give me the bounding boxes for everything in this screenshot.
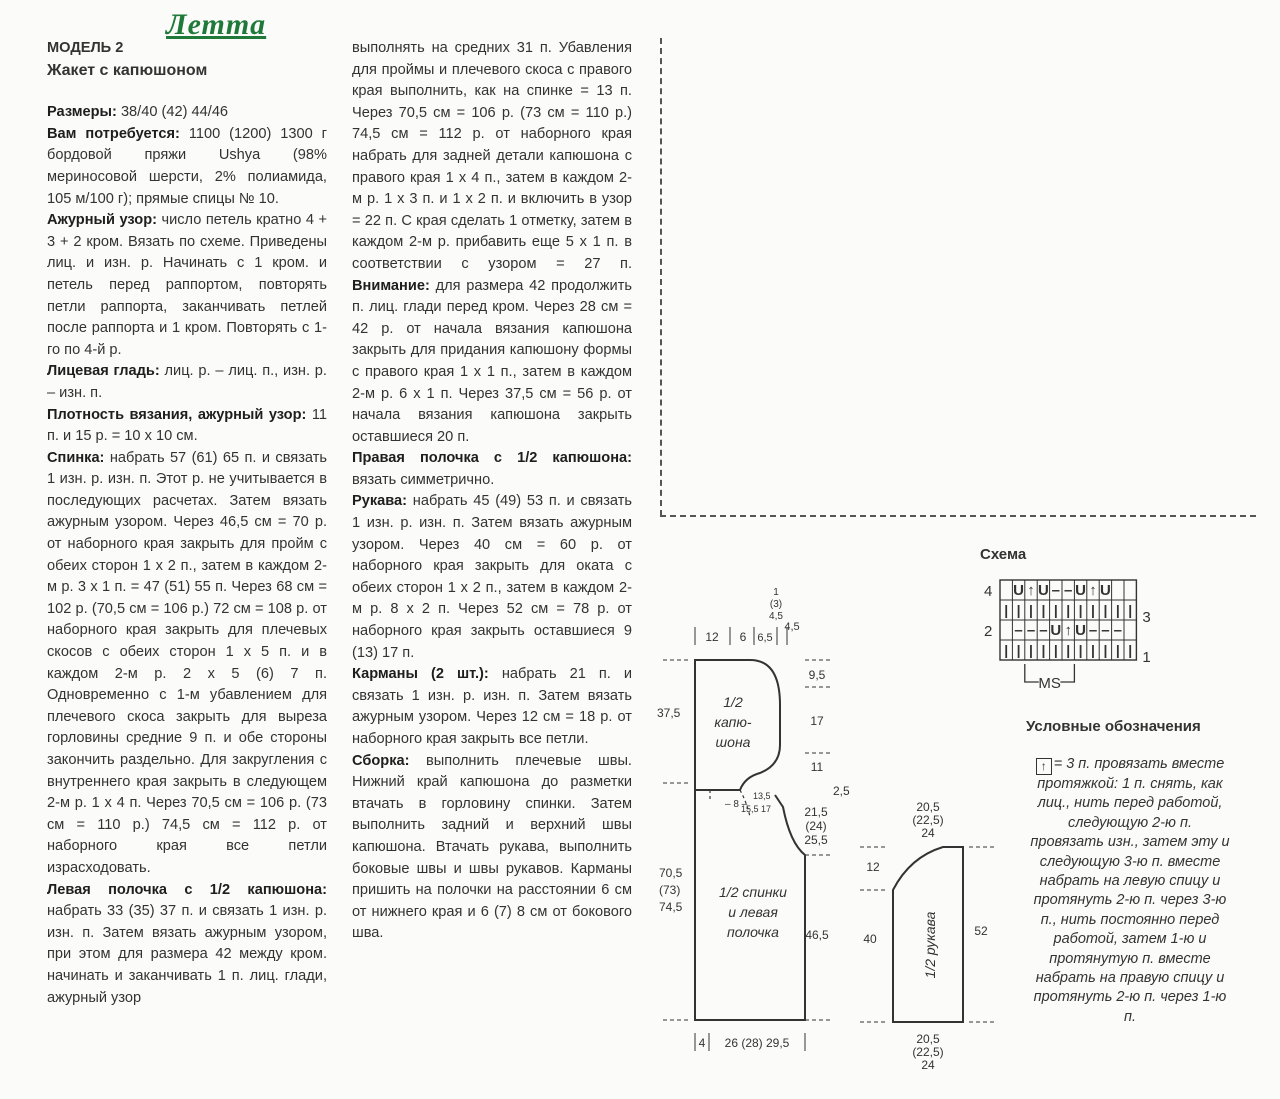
- dim-label: 20,5: [916, 1032, 940, 1046]
- chart-symbol: |: [1091, 642, 1095, 658]
- column-2-paragraph-label: Карманы (2 шт.):: [352, 666, 489, 683]
- chart-symbol: U: [1037, 582, 1049, 599]
- chart-symbol: |: [1128, 602, 1133, 618]
- chart-symbol: U: [1075, 582, 1087, 599]
- legend-description: = 3 п. провязать вместе протяжкой: 1 п. снять, как лиц., нить перед работой, следующую 2-ю п. провязать изн., затем эту и следующую 3-ю п. вместе набрать на левую спицу и протянуть 2-ю п. через 3-ю п., нить постоянно перед работой, затем 1-ю и протянутую п. вместе набрать на правую спицу и протянуть 2-ю п. через 1-ю п.: [1030, 756, 1230, 1025]
- chart-symbol: U: [1075, 622, 1087, 639]
- chart-symbol: ↑: [1089, 582, 1097, 599]
- scheme-title: Схема: [980, 546, 1027, 563]
- chart-symbol: –: [1039, 622, 1048, 639]
- hood-label: шона: [715, 734, 751, 750]
- column-1-paragraph-label: Плотность вязания, ажурный узор:: [47, 406, 307, 423]
- row-number: 4: [984, 583, 993, 600]
- divider-horizontal: [660, 515, 1256, 517]
- column-2-paragraph-text: набрать 45 (49) 53 п. и связать 1 изн. р. изн. п. Затем вязать ажурным узором. Через 40 см = 60 р. от наборного края закрыть для оката с обеих сторон 1 х 2 п., затем в каждом 2-м р. 8 х 2 п. Через 52 см = 78 р. от наборного края закрыть оставшиеся 9 (13) 17 п.: [352, 493, 632, 661]
- front-pattern-diagram: [655, 585, 865, 1075]
- column-2-paragraph-label: Сборка:: [352, 752, 410, 769]
- dim-stack: (3): [769, 599, 783, 610]
- dim-label: 26 (28) 29,5: [724, 1036, 790, 1050]
- column-1-paragraph-text: набрать 33 (35) 37 п. и связать 1 изн. р. изн. п. Затем вязать ажурным узором, при этом для размера 42 между кром. начинать и заканчивать 1 п. лиц. глади, ажурный узор: [47, 903, 327, 1006]
- dim-label: 13,5: [753, 791, 771, 801]
- hood-label: капю-: [714, 714, 752, 730]
- chart-symbol: –: [1101, 622, 1110, 639]
- body-label: 1/2 спинки: [719, 884, 787, 900]
- chart-symbol: U: [1013, 582, 1025, 599]
- legend-title: Условные обозначения: [1026, 718, 1201, 735]
- column-1-paragraph-text: 11 п. и 15 р. = 10 х 10 см.: [47, 406, 327, 445]
- repeat-label: MS: [1038, 675, 1061, 692]
- column-1-paragraph: [47, 405, 327, 448]
- column-1-paragraph: [47, 880, 327, 1010]
- column-1-paragraph-text: 38/40 (42) 44/46: [116, 104, 229, 121]
- column-1-paragraph-label: Ажурный узор:: [47, 212, 157, 229]
- dim-label: 20,5: [916, 800, 940, 814]
- column-2-paragraph: [352, 38, 632, 448]
- chart-symbol: |: [1103, 642, 1108, 658]
- column-2-paragraph-text: набрать 21 п. и связать 1 изн. р. изн. п. Затем вязать ажурным узором. Через 12 см = 18 р. от наборного края закрыть все петли.: [352, 666, 633, 747]
- text-column-1: [47, 38, 327, 1009]
- dim-label: 24: [921, 826, 935, 840]
- column-2-paragraph-text: вязать симметрично.: [352, 471, 495, 488]
- column-2-paragraph: [352, 664, 632, 750]
- chart-symbol: ↑: [1027, 582, 1035, 599]
- dim-stack: 4,5: [769, 611, 783, 622]
- dim-label: – 8 –: [725, 799, 748, 810]
- dim-label: 25,5: [804, 833, 828, 847]
- column-2-paragraph-text: для размера 42 продолжить п. лиц. глади перед кром. Через 28 см = 42 р. от начала вязания капюшона закрыть для придания капюшону формы с правого края 1 х 1 п., затем в каждом 2-м р. 6 х 1 п. Через 37,5 см = 56 р. от начала вязания капюшона закрыть оставшиеся 20 п.: [352, 277, 632, 445]
- column-2-body: [352, 38, 632, 945]
- dim-label: (24): [805, 819, 827, 833]
- column-2-paragraph-label: Рукава:: [352, 493, 408, 510]
- chart-symbol: |: [1066, 602, 1071, 618]
- chart-symbol: |: [1041, 602, 1046, 618]
- column-2-paragraph: [352, 448, 632, 491]
- column-2-paragraph: [352, 751, 632, 945]
- column-1-paragraph: [47, 448, 327, 880]
- logo: Летта: [166, 8, 267, 41]
- chart-symbol: |: [1041, 642, 1046, 658]
- column-1-paragraph-label: Спинка:: [47, 449, 105, 466]
- chart-symbol: ↑: [1064, 622, 1072, 639]
- chart-symbol: |: [1128, 642, 1133, 658]
- chart-symbol: |: [1004, 642, 1009, 658]
- chart-symbol: |: [1016, 642, 1021, 658]
- dim-label: 40: [863, 932, 877, 946]
- chart-symbol: |: [1115, 602, 1120, 618]
- chart-symbol: |: [1078, 602, 1083, 618]
- sleeve-pattern-diagram: [855, 795, 1015, 1075]
- dim-label: (22,5): [912, 1045, 944, 1059]
- chart-symbol: –: [1026, 622, 1036, 639]
- dim-label: 2,5: [833, 784, 850, 798]
- dim-label: 17: [810, 714, 824, 728]
- dim-label: 37,5: [657, 706, 681, 720]
- column-1-paragraph-text: лиц. р. – лиц. п., изн. р. – изн. п.: [47, 363, 327, 401]
- sleeve-label: 1/2 рукава: [922, 911, 938, 979]
- dim-label: 6,5: [757, 632, 773, 644]
- dim-label: 70,5: [659, 866, 683, 880]
- column-1-paragraph: [47, 102, 327, 124]
- column-1-paragraph-text: набрать 57 (61) 65 п. и связать 1 изн. р. изн. п. Этот р. не учитывается в последующих расчетах. Затем вязать ажурным узором. Через 46,5 см = 70 р. от наборного края закрыть для пройм с обеих сторон 1 х 2 п., затем в каждом 2-м р. 3 х 1 п. = 47 (51) 55 п. Через 68 см = 102 р. (70,5 см = 106 р.) 72 см = 108 р. от наборного края закрыть для плечевых скосов с обеих сторон 1 х 5 п. и в каждом 2-м р. 2 х 5 (6) 7 п. Одновременно с 1-м убавлением для плечевого скоса закрыть для выреза горловины средние 9 п. и обе стороны закончить раздельно. Для закругления с внутреннего края закрыть в следующем 2-м р. 1 х 4 п. Через 70,5 см = 106 р. (73 см = 110 р.) 74,5 см = 112 р. от наборного края все петли израсходовать.: [47, 449, 327, 876]
- chart-symbol: –: [1088, 622, 1098, 639]
- legend-text: [1030, 755, 1230, 1027]
- chart-symbol: –: [1113, 622, 1122, 639]
- chart-symbol: |: [1053, 602, 1058, 618]
- chart-symbol: –: [1064, 582, 1073, 599]
- dim-label: 46,5: [805, 928, 829, 942]
- dim-label: (73): [659, 883, 681, 897]
- chart-symbol: |: [1053, 642, 1058, 658]
- chart-symbol: |: [1029, 642, 1033, 658]
- row-number: 1: [1142, 649, 1151, 666]
- column-2-paragraph-text: выполнить плечевые швы. Нижний край капюшона до разметки втачать в горловину спинки. Затем выполнить задний и верхний швы капюшона. Втачать рукава, выполнить боковые швы и швы рукавов. Карманы пришить на полочки на расстоянии 6 см от нижнего края и 6 (7) 8 см от бокового шва.: [352, 752, 632, 942]
- column-2-paragraph: [352, 491, 632, 664]
- row-number: 2: [984, 623, 993, 640]
- column-1-paragraph: [47, 361, 327, 404]
- dim-label: (22,5): [912, 813, 944, 827]
- dim-label: 12: [866, 860, 880, 874]
- model-number: МОДЕЛЬ 2: [47, 40, 124, 56]
- dim-label: 4: [698, 1036, 706, 1050]
- dim-label: 24: [921, 1058, 935, 1072]
- chart-symbol: –: [1014, 622, 1023, 639]
- row-number: 3: [1142, 609, 1151, 626]
- divider-vertical: [660, 38, 662, 516]
- column-1-paragraph-text: число петель кратно 4 + 3 + 2 кром. Вязать по схеме. Приведены лиц. и изн. р. Начинать с 1 кром. и петель перед раппортом, повторять петли раппорта, заканчивать петлей после раппорта и 1 кром. Повторять с 1-го по 4-й р.: [47, 212, 327, 358]
- stitch-chart: [980, 570, 1170, 700]
- column-1-paragraph-label: Размеры:: [47, 104, 117, 121]
- column-1-paragraph-label: Лицевая гладь:: [47, 363, 160, 380]
- decrease-symbol-icon: ↑: [1036, 758, 1052, 775]
- dim-stack: 1: [773, 587, 779, 598]
- model-title: Жакет с капюшоном: [47, 61, 208, 79]
- column-2-paragraph-label: Правая полочка с 1/2 капюшона:: [352, 450, 632, 467]
- text-column-2: [352, 38, 632, 945]
- dim-label: 52: [974, 924, 988, 938]
- column-1-body: [47, 102, 327, 1009]
- chart-symbol: |: [1078, 642, 1083, 658]
- dim-label: 6: [739, 630, 747, 644]
- dim-label: 11: [810, 760, 824, 774]
- column-2-paragraph-text: выполнять на средних 31 п. Убавления для проймы и плечевого скоса с правого края выполнить, как на спинке = 13 п. Через 70,5 см = 106 р. (73 см = 110 р.) 74,5 см = 112 р. от наборного края набрать для задней детали капюшона с правого края 1 х 4 п., затем в каждом 2-м р. 1 х 3 п. и 1 х 2 п. и включить в узор = 22 п. С края сделать 1 отметку, затем в каждом 2-м р. прибавить еще 5 х 1 п. в соответствии с узором = 27 п.: [352, 40, 632, 272]
- column-1-paragraph: [47, 210, 327, 361]
- body-label: и левая: [728, 904, 778, 920]
- dim-label: 74,5: [659, 900, 683, 914]
- column-1-paragraph-label: Вам потребуется:: [47, 125, 180, 142]
- column-2-paragraph-label: Внимание:: [352, 277, 430, 294]
- hood-label: 1/2: [723, 694, 743, 710]
- chart-symbol: |: [1103, 602, 1108, 618]
- body-label: полочка: [727, 924, 779, 940]
- chart-symbol: |: [1115, 642, 1120, 658]
- chart-symbol: U: [1050, 622, 1062, 639]
- chart-symbol: |: [1004, 602, 1009, 618]
- chart-symbol: U: [1099, 582, 1111, 599]
- chart-symbol: |: [1066, 642, 1071, 658]
- column-1-paragraph-text: 1100 (1200) 1300 г бордовой пряжи Ushya (98% мериносовой шерсти, 2% полиамида, 105 м/100 г); прямые спицы № 10.: [47, 125, 327, 207]
- dim-label: 21,5: [804, 805, 828, 819]
- chart-symbol: |: [1091, 602, 1095, 618]
- chart-symbol: |: [1029, 602, 1033, 618]
- chart-symbol: –: [1051, 582, 1060, 599]
- column-1-paragraph-label: Левая полочка с 1/2 капюшона:: [47, 881, 327, 898]
- column-1-paragraph: [47, 124, 327, 210]
- dim-label: 9,5: [808, 668, 826, 682]
- dim-label: 12: [705, 630, 719, 644]
- dim-label: 4,5: [784, 621, 800, 633]
- chart-symbol: |: [1016, 602, 1021, 618]
- dim-label: 15,5 17: [741, 804, 772, 814]
